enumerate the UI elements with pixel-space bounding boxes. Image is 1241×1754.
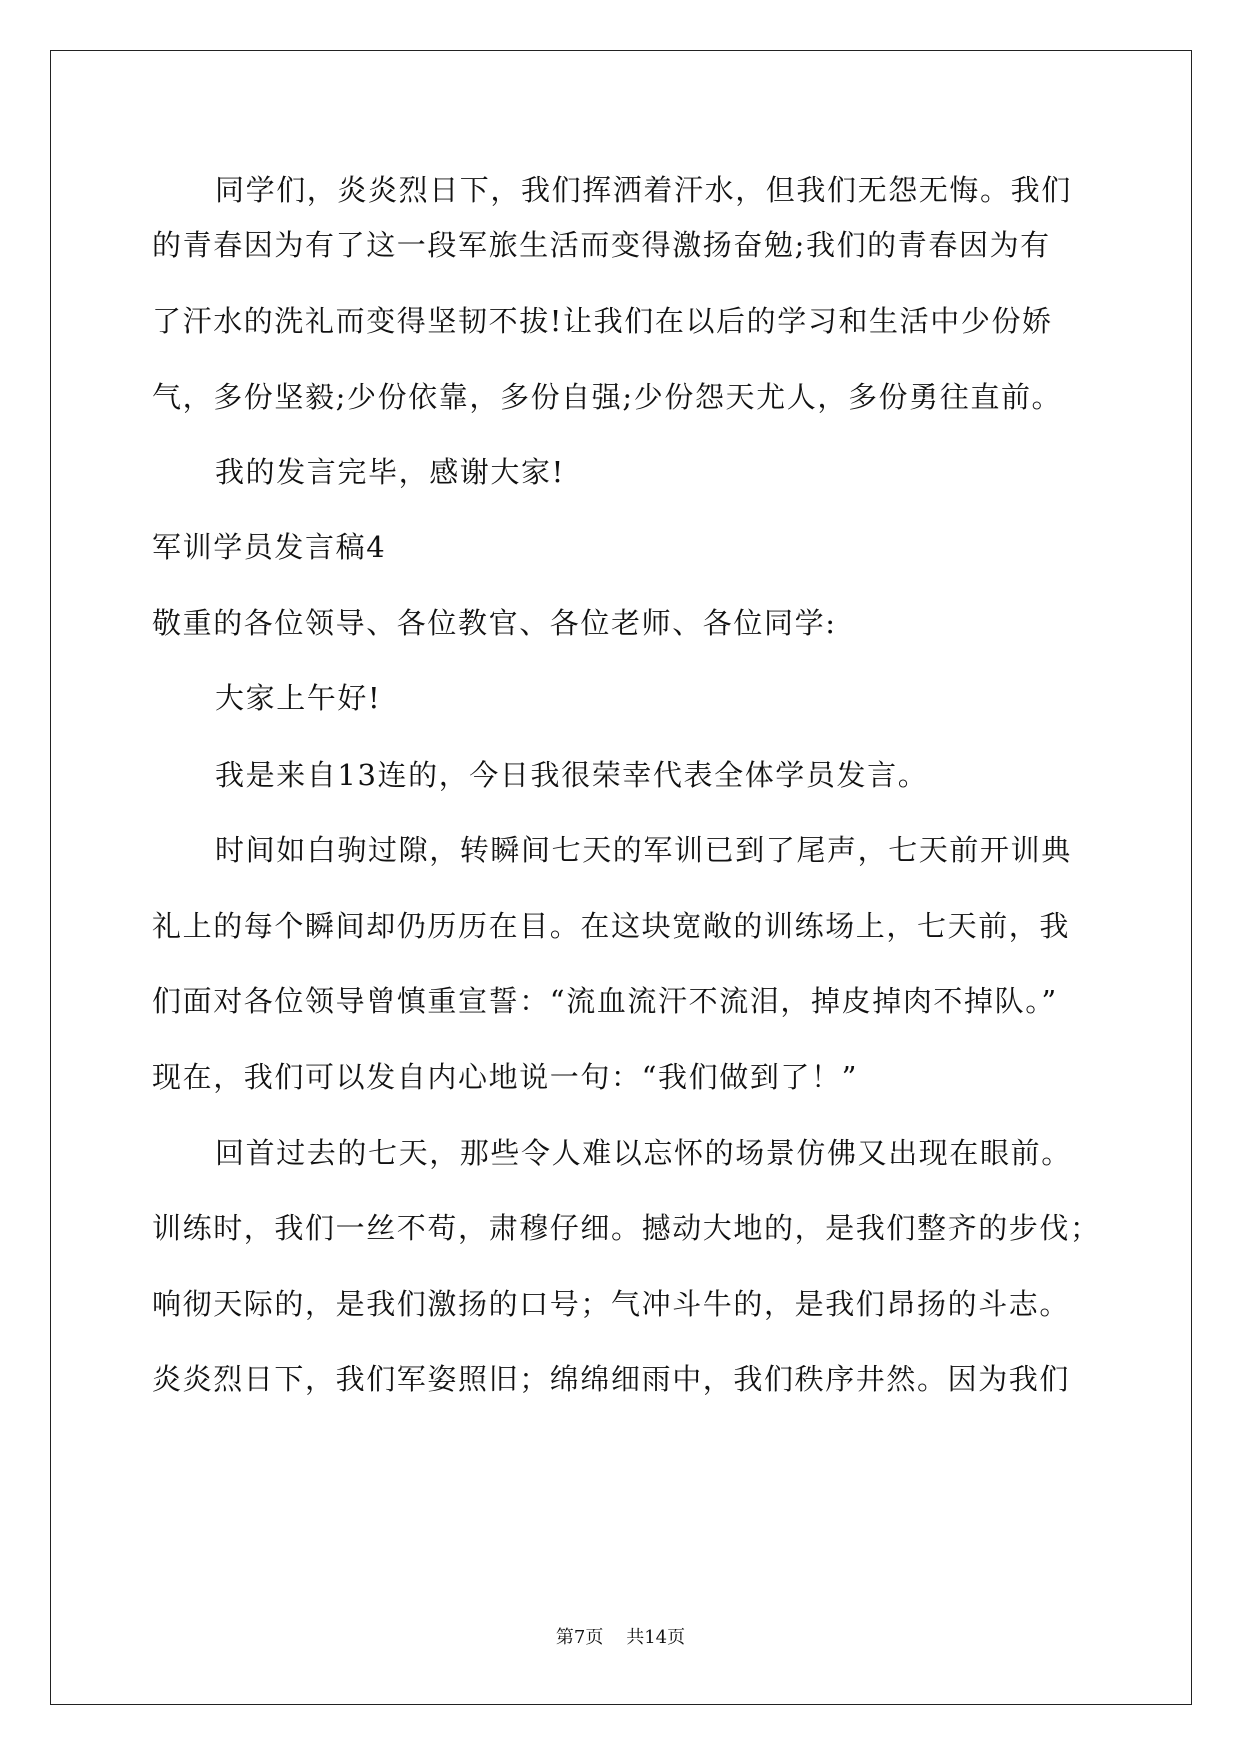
paragraph-line: 的青春因为有了这一段军旅生活而变得激扬奋勉;我们的青春因为有 xyxy=(152,228,1051,262)
paragraph-line: 了汗水的洗礼而变得坚韧不拔!让我们在以后的学习和生活中少份娇 xyxy=(152,304,1053,338)
paragraph-line: 气，多份坚毅;少份依靠，多份自强;少份怨天尤人，多份勇往直前。 xyxy=(152,380,1063,414)
page-number-footer: 第7页 共14页 xyxy=(555,1627,686,1648)
paragraph-line: 我的发言完毕，感谢大家! xyxy=(215,455,565,489)
paragraph-line: 时间如白驹过隙，转瞬间七天的军训已到了尾声，七天前开训典 xyxy=(215,833,1072,867)
paragraph-line: 响彻天际的，是我们激扬的口号；气冲斗牛的，是我们昂扬的斗志。 xyxy=(152,1287,1071,1321)
paragraph-line: 礼上的每个瞬间却仍历历在目。在这块宽敞的训练场上，七天前，我 xyxy=(152,909,1071,943)
paragraph-line: 炎炎烈日下，我们军姿照旧；绵绵细雨中，我们秩序井然。因为我们 xyxy=(152,1362,1071,1396)
paragraph-line: 回首过去的七天，那些令人难以忘怀的场景仿佛又出现在眼前。 xyxy=(215,1136,1072,1170)
section-heading: 军训学员发言稿4 xyxy=(152,530,387,564)
paragraph-line: 大家上午好! xyxy=(215,681,382,715)
salutation: 敬重的各位领导、各位教官、各位老师、各位同学: xyxy=(152,606,837,640)
paragraph-line: 们面对各位领导曾慎重宣誓：“流血流汗不流泪，掉皮掉肉不掉队。” xyxy=(152,984,1058,1018)
page-border xyxy=(50,50,1192,1705)
paragraph-line: 现在，我们可以发自内心地说一句：“我们做到了！” xyxy=(152,1060,859,1094)
paragraph-line: 我是来自13连的，今日我很荣幸代表全体学员发言。 xyxy=(215,758,929,792)
paragraph-line: 训练时，我们一丝不苟，肃穆仔细。撼动大地的，是我们整齐的步伐； xyxy=(152,1211,1101,1245)
paragraph-line: 同学们，炎炎烈日下，我们挥洒着汗水，但我们无怨无悔。我们 xyxy=(215,173,1072,207)
